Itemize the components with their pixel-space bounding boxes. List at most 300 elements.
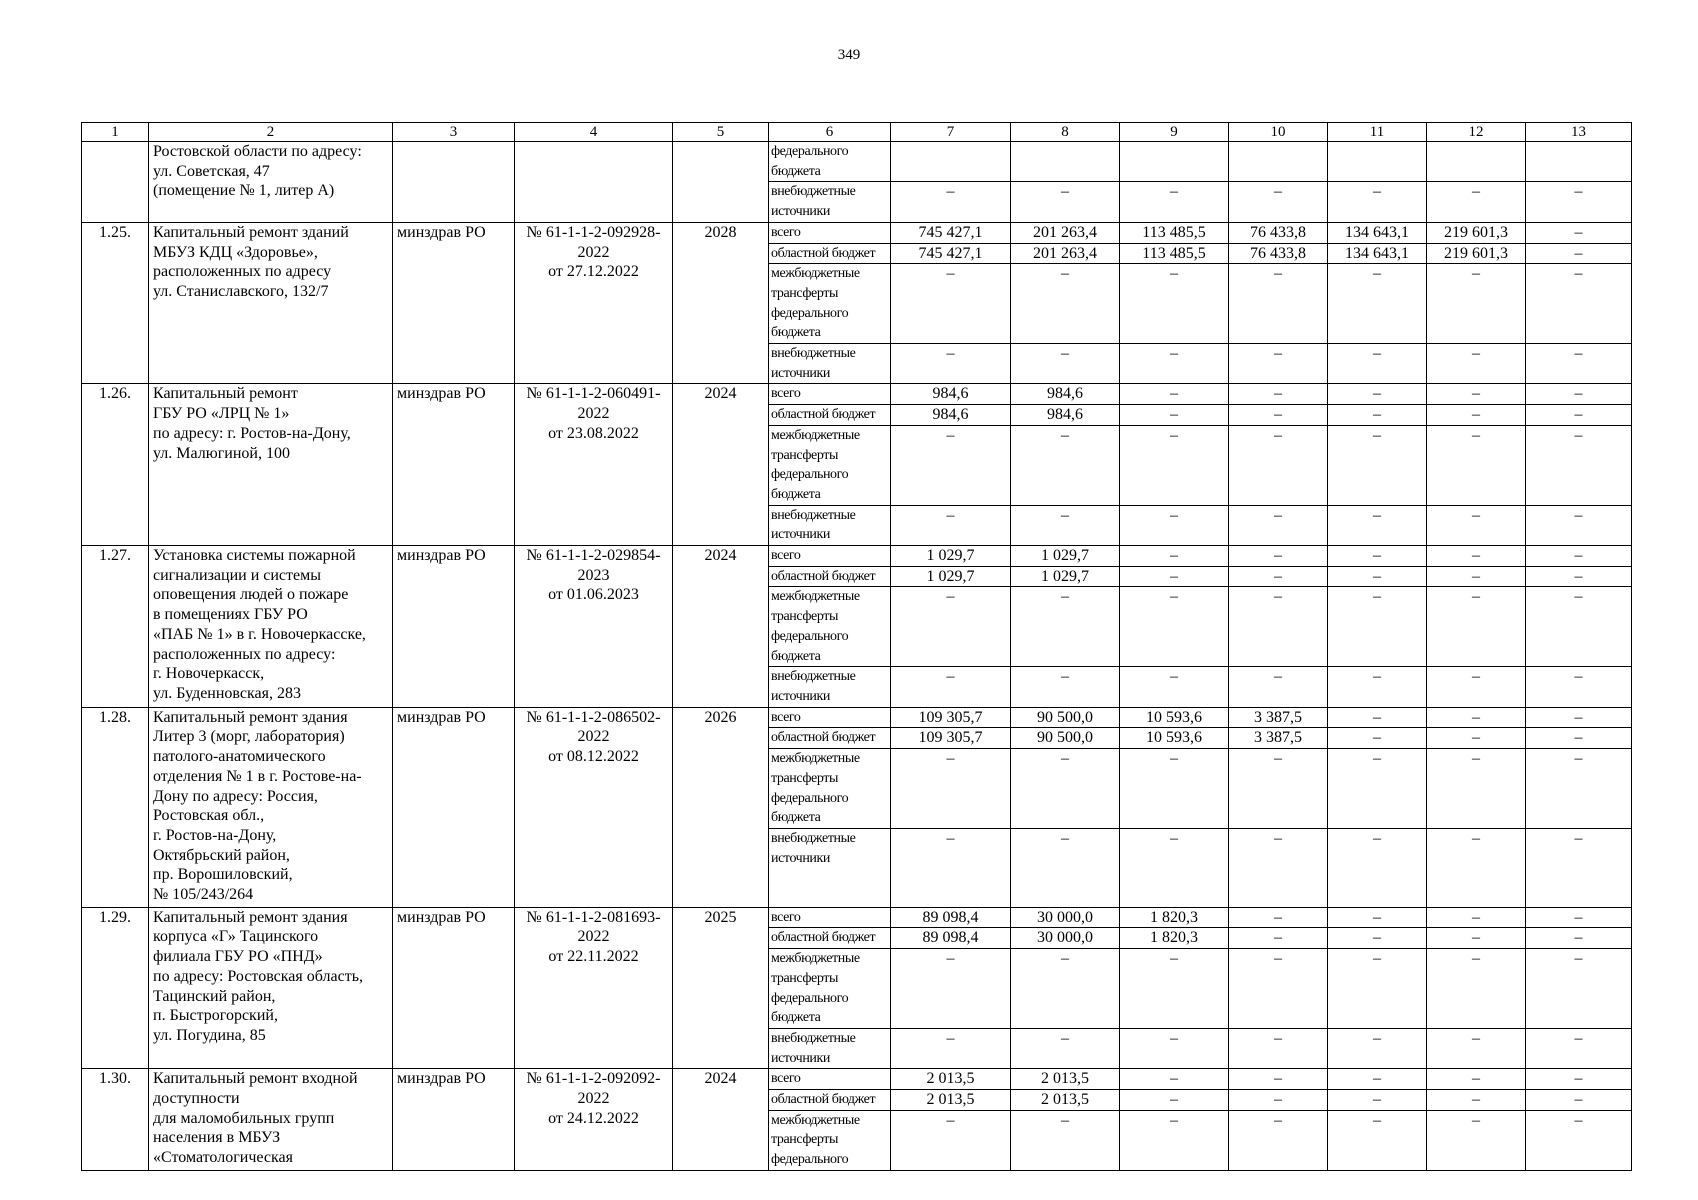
- amount-cell: –: [891, 425, 1011, 505]
- amount-cell: 219 601,3: [1427, 222, 1526, 243]
- funding-source-line: источники: [771, 527, 830, 543]
- amount-cell: –: [1526, 344, 1632, 384]
- amount-cell: 1 029,7: [891, 546, 1011, 567]
- object-name-line: Капитальный ремонт здания: [153, 908, 348, 926]
- expertise-document-line: 2022: [577, 928, 610, 946]
- funding-source: [769, 1090, 891, 1111]
- amount-cell: [1011, 142, 1120, 182]
- amount-cell: –: [1427, 1110, 1526, 1170]
- completion-year: 2024: [673, 384, 769, 546]
- amount-cell: 76 433,8: [1229, 222, 1328, 243]
- amount-cell: –: [1328, 949, 1427, 1029]
- column-number-header: 12: [1427, 123, 1526, 142]
- amount-cell: 109 305,7: [891, 728, 1011, 749]
- record-number: 1.29.: [82, 907, 149, 1069]
- funding-source: [769, 243, 891, 264]
- funding-source-line: бюджета: [771, 325, 821, 341]
- funding-source-line: всего: [771, 224, 801, 240]
- amount-cell: –: [1229, 344, 1328, 384]
- amount-cell: 1 029,7: [1011, 546, 1120, 567]
- amount-cell: –: [1011, 505, 1120, 545]
- object-name-line: в помещениях ГБУ РО: [153, 606, 308, 624]
- amount-cell: –: [1526, 505, 1632, 545]
- object-name-line: Октябрьский район,: [153, 846, 290, 864]
- responsible-agency: минздрав РО: [393, 546, 515, 708]
- amount-cell: –: [1427, 728, 1526, 749]
- amount-cell: –: [1328, 1069, 1427, 1090]
- amount-cell: –: [1526, 222, 1632, 243]
- expertise-document-line: от 24.12.2022: [548, 1109, 639, 1127]
- funding-source-line: федерального: [771, 305, 849, 321]
- object-name-line: Капитальный ремонт входной: [153, 1070, 358, 1088]
- funding-source: [769, 749, 891, 829]
- amount-cell: –: [1229, 405, 1328, 426]
- funding-source-line: областной бюджет: [771, 568, 876, 584]
- amount-cell: –: [1526, 667, 1632, 707]
- amount-cell: –: [1229, 264, 1328, 344]
- funding-source-line: межбюджетные: [771, 266, 860, 282]
- funding-source-line: источники: [771, 850, 830, 866]
- funding-source-line: федерального: [771, 1152, 849, 1168]
- amount-cell: –: [1229, 1028, 1328, 1068]
- amount-cell: –: [1229, 566, 1328, 587]
- funding-source-line: источники: [771, 204, 830, 220]
- funding-source-line: всего: [771, 386, 801, 402]
- amount-cell: –: [1328, 587, 1427, 667]
- object-name-line: п. Быстрогорский,: [153, 1007, 278, 1025]
- column-number-header: 6: [769, 123, 891, 142]
- amount-cell: –: [891, 587, 1011, 667]
- funding-source: [769, 264, 891, 344]
- amount-cell: –: [1427, 749, 1526, 829]
- table-row: [82, 907, 1632, 928]
- amount-cell: –: [1011, 587, 1120, 667]
- amount-cell: –: [1328, 405, 1427, 426]
- amount-cell: –: [1120, 587, 1229, 667]
- amount-cell: –: [1427, 828, 1526, 907]
- object-name-line: пр. Ворошиловский,: [153, 866, 293, 884]
- funding-source: [769, 1069, 891, 1090]
- object-name-line: г. Ростов-на-Дону,: [153, 826, 277, 844]
- funding-source-line: внебюджетные: [771, 184, 856, 200]
- amount-cell: –: [1526, 587, 1632, 667]
- amount-cell: –: [1011, 949, 1120, 1029]
- amount-cell: 201 263,4: [1011, 243, 1120, 264]
- column-number-header: 8: [1011, 123, 1120, 142]
- amount-cell: –: [1427, 1028, 1526, 1068]
- completion-year: 2024: [673, 1069, 769, 1171]
- amount-cell: –: [1427, 344, 1526, 384]
- table-row: [82, 1069, 1632, 1090]
- completion-year: 2026: [673, 707, 769, 907]
- amount-cell: –: [891, 1028, 1011, 1068]
- amount-cell: –: [1526, 1069, 1632, 1090]
- expertise-document-line: от 23.08.2022: [548, 424, 639, 442]
- amount-cell: –: [891, 949, 1011, 1029]
- object-name-line: Тацинский район,: [153, 987, 276, 1005]
- object-name-line: ул. Погудина, 85: [153, 1026, 266, 1044]
- amount-cell: –: [1526, 707, 1632, 728]
- amount-cell: –: [1328, 1090, 1427, 1111]
- amount-cell: –: [1526, 243, 1632, 264]
- funding-source: [769, 344, 891, 384]
- amount-cell: –: [1328, 907, 1427, 928]
- column-number-row: [82, 123, 1632, 142]
- expertise-document: [515, 546, 673, 708]
- amount-cell: –: [1011, 1110, 1120, 1170]
- table-row: [82, 384, 1632, 405]
- expertise-document-line: № 61-1-1-2-086502-: [526, 708, 661, 726]
- table-row: [82, 142, 1632, 182]
- completion-year: 2028: [673, 222, 769, 384]
- amount-cell: –: [1427, 587, 1526, 667]
- column-number-header: 9: [1120, 123, 1229, 142]
- funding-source-line: бюджета: [771, 648, 821, 664]
- object-name-line: патолого-анатомического: [153, 748, 326, 766]
- funding-source: [769, 728, 891, 749]
- object-name-line: «Стоматологическая: [153, 1149, 293, 1167]
- amount-cell: –: [1011, 828, 1120, 907]
- funding-source: [769, 667, 891, 707]
- amount-cell: –: [1328, 384, 1427, 405]
- amount-cell: –: [1328, 344, 1427, 384]
- amount-cell: –: [1011, 749, 1120, 829]
- amount-cell: 30 000,0: [1011, 907, 1120, 928]
- amount-cell: –: [1229, 907, 1328, 928]
- amount-cell: 1 029,7: [1011, 566, 1120, 587]
- funding-source: [769, 1110, 891, 1170]
- object-name-line: доступности: [153, 1090, 240, 1108]
- amount-cell: 745 427,1: [891, 222, 1011, 243]
- column-number-header: 4: [515, 123, 673, 142]
- amount-cell: –: [1229, 425, 1328, 505]
- object-name-line: Литер 3 (морг, лаборатория): [153, 728, 345, 746]
- amount-cell: –: [1229, 667, 1328, 707]
- funding-source-line: трансферты: [771, 770, 839, 786]
- amount-cell: –: [1526, 1090, 1632, 1111]
- amount-cell: 3 387,5: [1229, 728, 1328, 749]
- funding-source-line: внебюджетные: [771, 1030, 856, 1046]
- responsible-agency: минздрав РО: [393, 907, 515, 1069]
- column-number-header: 7: [891, 123, 1011, 142]
- funding-source-line: межбюджетные: [771, 589, 860, 605]
- object-name: [149, 142, 393, 223]
- object-name-line: ул. Станиславского, 132/7: [153, 282, 329, 300]
- amount-cell: –: [1120, 264, 1229, 344]
- amount-cell: –: [1120, 949, 1229, 1029]
- amount-cell: –: [891, 182, 1011, 222]
- object-name-line: Капитальный ремонт зданий: [153, 223, 349, 241]
- table-row: [82, 707, 1632, 728]
- expertise-document-line: № 61-1-1-2-029854-: [526, 547, 661, 565]
- amount-cell: 89 098,4: [891, 928, 1011, 949]
- expertise-document-line: от 27.12.2022: [548, 263, 639, 281]
- amount-cell: 1 820,3: [1120, 907, 1229, 928]
- amount-cell: –: [1229, 182, 1328, 222]
- funding-source-line: федерального: [771, 990, 849, 1006]
- object-name-line: корпуса «Г» Тацинского: [153, 928, 319, 946]
- amount-cell: 76 433,8: [1229, 243, 1328, 264]
- amount-cell: –: [1526, 546, 1632, 567]
- amount-cell: –: [1120, 384, 1229, 405]
- column-number-header: 1: [82, 123, 149, 142]
- object-name-line: для маломобильных групп: [153, 1109, 335, 1127]
- column-number-header: 11: [1328, 123, 1427, 142]
- expertise-document-line: 2022: [577, 1090, 610, 1108]
- object-name-line: сигнализации и системы: [153, 566, 321, 584]
- expertise-document: [515, 222, 673, 384]
- amount-cell: 984,6: [1011, 384, 1120, 405]
- funding-source: [769, 907, 891, 928]
- amount-cell: –: [1526, 1110, 1632, 1170]
- amount-cell: –: [1427, 546, 1526, 567]
- amount-cell: 113 485,5: [1120, 222, 1229, 243]
- amount-cell: –: [1526, 425, 1632, 505]
- amount-cell: –: [1011, 344, 1120, 384]
- funding-source: [769, 928, 891, 949]
- column-number-header: 13: [1526, 123, 1632, 142]
- amount-cell: –: [1120, 505, 1229, 545]
- amount-cell: –: [1526, 264, 1632, 344]
- amount-cell: –: [891, 828, 1011, 907]
- expertise-document-line: 2022: [577, 405, 610, 423]
- amount-cell: –: [1120, 344, 1229, 384]
- amount-cell: [1427, 142, 1526, 182]
- amount-cell: –: [1427, 707, 1526, 728]
- funding-source: [769, 707, 891, 728]
- funding-source-line: областной бюджет: [771, 930, 876, 946]
- amount-cell: –: [1427, 1090, 1526, 1111]
- amount-cell: 109 305,7: [891, 707, 1011, 728]
- object-name-line: Дону по адресу: Россия,: [153, 787, 318, 805]
- funding-source-line: трансферты: [771, 609, 839, 625]
- object-name-line: (помещение № 1, литер А): [153, 182, 335, 200]
- amount-cell: –: [1328, 566, 1427, 587]
- amount-cell: –: [1328, 928, 1427, 949]
- amount-cell: –: [1328, 667, 1427, 707]
- amount-cell: –: [1120, 1110, 1229, 1170]
- object-name-line: ГБУ РО «ЛРЦ № 1»: [153, 405, 290, 423]
- funding-source-line: всего: [771, 1071, 801, 1087]
- responsible-agency: минздрав РО: [393, 707, 515, 907]
- amount-cell: –: [1526, 928, 1632, 949]
- amount-cell: 134 643,1: [1328, 243, 1427, 264]
- amount-cell: [1526, 142, 1632, 182]
- amount-cell: 2 013,5: [1011, 1090, 1120, 1111]
- funding-source-line: федерального: [771, 628, 849, 644]
- object-name-line: ул. Малюгиной, 100: [153, 444, 290, 462]
- funding-source: [769, 828, 891, 907]
- funding-source-line: внебюджетные: [771, 507, 856, 523]
- amount-cell: –: [1526, 949, 1632, 1029]
- funding-source-line: источники: [771, 1050, 830, 1066]
- expertise-document: [515, 384, 673, 546]
- amount-cell: –: [1120, 405, 1229, 426]
- amount-cell: –: [1526, 907, 1632, 928]
- expertise-document: [515, 1069, 673, 1171]
- expertise-document-line: 2022: [577, 728, 610, 746]
- amount-cell: –: [1427, 928, 1526, 949]
- amount-cell: –: [1229, 828, 1328, 907]
- funding-source-line: бюджета: [771, 486, 821, 502]
- expertise-document-line: 2022: [577, 243, 610, 261]
- funding-source-line: областной бюджет: [771, 1092, 876, 1108]
- amount-cell: –: [1427, 667, 1526, 707]
- object-name: [149, 707, 393, 907]
- amount-cell: –: [1427, 566, 1526, 587]
- amount-cell: –: [1427, 907, 1526, 928]
- amount-cell: –: [1427, 1069, 1526, 1090]
- amount-cell: –: [1427, 405, 1526, 426]
- object-name: [149, 546, 393, 708]
- amount-cell: –: [1328, 264, 1427, 344]
- funding-source-line: всего: [771, 548, 801, 564]
- amount-cell: 984,6: [891, 405, 1011, 426]
- amount-cell: –: [1526, 405, 1632, 426]
- funding-source-line: внебюджетные: [771, 346, 856, 362]
- budget-table: [81, 122, 1632, 1171]
- funding-source-line: трансферты: [771, 447, 839, 463]
- amount-cell: 10 593,6: [1120, 707, 1229, 728]
- column-number-header: 3: [393, 123, 515, 142]
- column-number-header: 10: [1229, 123, 1328, 142]
- amount-cell: –: [1120, 749, 1229, 829]
- funding-source: [769, 587, 891, 667]
- record-number: 1.26.: [82, 384, 149, 546]
- funding-source-line: внебюджетные: [771, 669, 856, 685]
- amount-cell: –: [1229, 384, 1328, 405]
- funding-source: [769, 505, 891, 545]
- amount-cell: 219 601,3: [1427, 243, 1526, 264]
- object-name-line: МБУЗ КДЦ «Здоровье»,: [153, 243, 318, 261]
- amount-cell: –: [1120, 1090, 1229, 1111]
- amount-cell: 1 820,3: [1120, 928, 1229, 949]
- amount-cell: –: [1328, 425, 1427, 505]
- object-name-line: № 105/243/264: [153, 886, 254, 904]
- amount-cell: –: [1427, 949, 1526, 1029]
- amount-cell: –: [1328, 182, 1427, 222]
- funding-source-line: областной бюджет: [771, 245, 876, 261]
- amount-cell: –: [1011, 425, 1120, 505]
- responsible-agency: минздрав РО: [393, 384, 515, 546]
- funding-source-line: бюджета: [771, 1010, 821, 1026]
- record-number: 1.25.: [82, 222, 149, 384]
- table-row: [82, 546, 1632, 567]
- amount-cell: –: [891, 344, 1011, 384]
- funding-source-line: федерального: [771, 467, 849, 483]
- expertise-document-line: № 61-1-1-2-081693-: [526, 908, 661, 926]
- amount-cell: 2 013,5: [891, 1069, 1011, 1090]
- amount-cell: –: [1011, 1028, 1120, 1068]
- amount-cell: –: [1011, 667, 1120, 707]
- funding-source: [769, 546, 891, 567]
- amount-cell: –: [1120, 425, 1229, 505]
- completion-year: [673, 142, 769, 223]
- expertise-document-line: № 61-1-1-2-092928-: [526, 223, 661, 241]
- amount-cell: 3 387,5: [1229, 707, 1328, 728]
- amount-cell: –: [1120, 182, 1229, 222]
- funding-source-line: бюджета: [771, 810, 821, 826]
- amount-cell: –: [1229, 1069, 1328, 1090]
- column-number-header: 2: [149, 123, 393, 142]
- expertise-document-line: № 61-1-1-2-092092-: [526, 1070, 661, 1088]
- amount-cell: –: [891, 1110, 1011, 1170]
- object-name: [149, 384, 393, 546]
- amount-cell: –: [1526, 1028, 1632, 1068]
- object-name: [149, 222, 393, 384]
- amount-cell: 10 593,6: [1120, 728, 1229, 749]
- amount-cell: –: [1427, 384, 1526, 405]
- object-name-line: филиала ГБУ РО «ПНД»: [153, 948, 323, 966]
- amount-cell: –: [1526, 749, 1632, 829]
- object-name-line: ул. Буденновская, 283: [153, 684, 301, 702]
- completion-year: 2024: [673, 546, 769, 708]
- funding-source: [769, 182, 891, 222]
- record-number: 1.28.: [82, 707, 149, 907]
- amount-cell: –: [1229, 1090, 1328, 1111]
- amount-cell: 90 500,0: [1011, 728, 1120, 749]
- amount-cell: –: [1526, 384, 1632, 405]
- expertise-document-line: от 01.06.2023: [548, 586, 639, 604]
- responsible-agency: [393, 142, 515, 223]
- object-name-line: Ростовской области по адресу:: [153, 143, 362, 160]
- record-number: 1.27.: [82, 546, 149, 708]
- responsible-agency: минздрав РО: [393, 1069, 515, 1171]
- completion-year: 2025: [673, 907, 769, 1069]
- amount-cell: –: [1229, 749, 1328, 829]
- amount-cell: 90 500,0: [1011, 707, 1120, 728]
- record-number: [82, 142, 149, 223]
- object-name-line: «ПАБ № 1» в г. Новочеркасске,: [153, 625, 366, 643]
- expertise-document: [515, 707, 673, 907]
- amount-cell: –: [1011, 264, 1120, 344]
- amount-cell: –: [1328, 546, 1427, 567]
- funding-source-line: трансферты: [771, 285, 839, 301]
- amount-cell: –: [1328, 707, 1427, 728]
- funding-source-line: межбюджетные: [771, 951, 860, 967]
- amount-cell: –: [1427, 182, 1526, 222]
- amount-cell: –: [1526, 728, 1632, 749]
- object-name-line: Установка системы пожарной: [153, 547, 356, 565]
- amount-cell: –: [1427, 425, 1526, 505]
- amount-cell: –: [1120, 546, 1229, 567]
- amount-cell: [1328, 142, 1427, 182]
- object-name: [149, 1069, 393, 1171]
- amount-cell: [891, 142, 1011, 182]
- amount-cell: –: [1229, 1110, 1328, 1170]
- amount-cell: –: [1229, 949, 1328, 1029]
- amount-cell: 113 485,5: [1120, 243, 1229, 264]
- funding-source-line: источники: [771, 365, 830, 381]
- page-number: 349: [837, 47, 861, 63]
- amount-cell: 201 263,4: [1011, 222, 1120, 243]
- funding-source-line: бюджета: [771, 163, 821, 179]
- object-name-line: Капитальный ремонт: [153, 385, 298, 403]
- amount-cell: –: [891, 264, 1011, 344]
- amount-cell: –: [891, 667, 1011, 707]
- amount-cell: –: [1526, 828, 1632, 907]
- amount-cell: –: [1328, 728, 1427, 749]
- record-number: 1.30.: [82, 1069, 149, 1171]
- object-name-line: оповещения людей о пожаре: [153, 586, 349, 604]
- amount-cell: –: [1526, 182, 1632, 222]
- expertise-document: [515, 142, 673, 223]
- funding-source: [769, 222, 891, 243]
- table-row: [82, 222, 1632, 243]
- amount-cell: [1229, 142, 1328, 182]
- amount-cell: 89 098,4: [891, 907, 1011, 928]
- amount-cell: –: [1328, 749, 1427, 829]
